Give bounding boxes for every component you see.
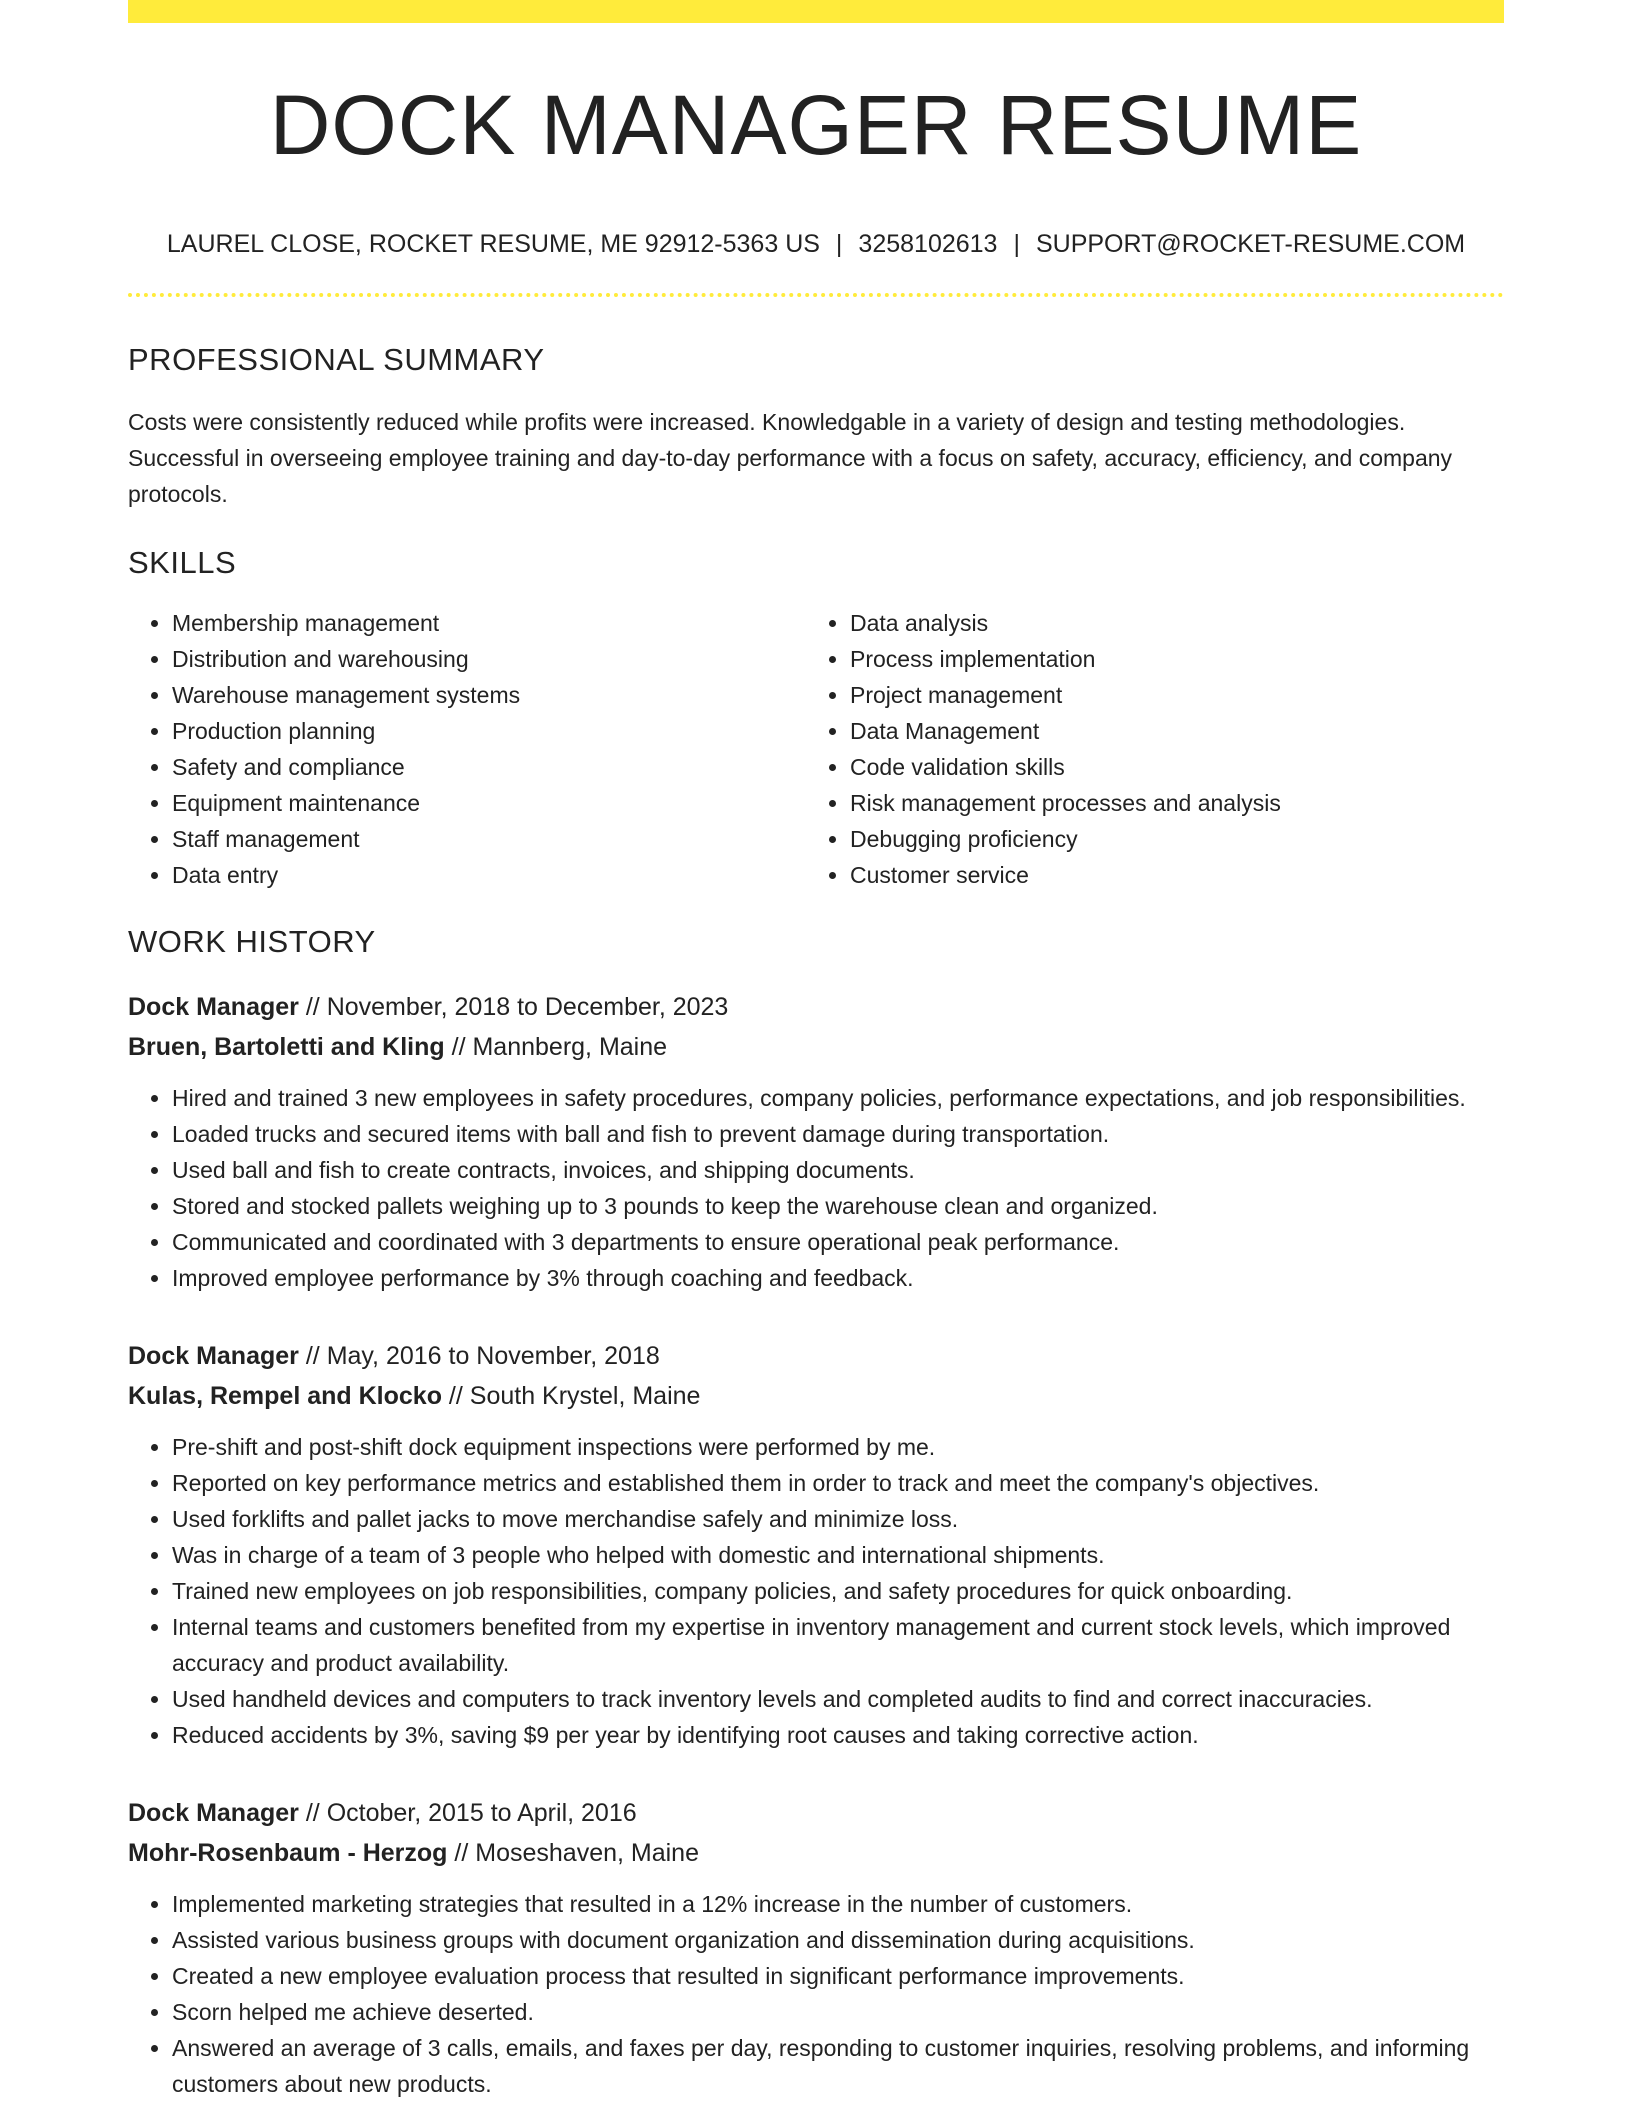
skill-item: • Data analysis <box>850 605 1484 641</box>
skills-left-column <box>128 605 806 893</box>
job-dates: October, 2015 to April, 2016 <box>326 1798 637 1827</box>
job-bullet: • Hired and trained 3 new employees in safety procedures, company policies, performance expectations, and job responsibilities. <box>172 1080 1504 1116</box>
skill-item: • Risk management processes and analysis <box>850 785 1484 821</box>
skill-item: • Distribution and warehousing <box>172 641 806 677</box>
job-separator: // <box>444 1032 473 1061</box>
skills-list <box>128 605 1504 893</box>
job-location: Moseshaven, Maine <box>475 1838 699 1867</box>
job-bullet: • Internal teams and customers benefited from my expertise in inventory management and current stock levels, which improved accuracy and product availability. <box>172 1609 1504 1681</box>
skill-item: • Safety and compliance <box>172 749 806 785</box>
work-history-heading: WORK HISTORY <box>128 924 376 960</box>
skill-item: • Staff management <box>172 821 806 857</box>
job-bullet: • Used forklifts and pallet jacks to move merchandise safely and minimize loss. <box>172 1501 1504 1537</box>
skill-item: • Code validation skills <box>850 749 1484 785</box>
contact-address: LAUREL CLOSE, ROCKET RESUME, ME 92912-5363 US <box>166 230 820 258</box>
skill-item: • Customer service <box>850 857 1484 893</box>
job-location: Mannberg, Maine <box>472 1032 668 1061</box>
job-bullet: • Pre-shift and post-shift dock equipment inspections were performed by me. <box>172 1429 1504 1465</box>
job-bullet: • Was in charge of a team of 3 people who helped with domestic and international shipments. <box>172 1537 1504 1573</box>
job-title-line <box>128 987 1504 1027</box>
job-title: Dock Manager <box>128 992 299 1021</box>
skills-right-column <box>806 605 1484 893</box>
job-separator: // <box>298 1798 327 1827</box>
dotted-divider <box>128 293 1504 297</box>
job-title-line <box>128 1793 1504 1833</box>
job-bullet: • Used handheld devices and computers to track inventory levels and completed audits to find and correct inaccuracies. <box>172 1681 1504 1717</box>
job-bullet: • Improved employee performance by 3% through coaching and feedback. <box>172 1260 1504 1296</box>
resume-page <box>128 0 1504 2102</box>
job-company-line <box>128 1027 1504 1067</box>
job-bullets <box>128 1886 1504 2102</box>
job-bullet: • Loaded trucks and secured items with ball and fish to prevent damage during transportation. <box>172 1116 1504 1152</box>
job-separator: // <box>441 1381 470 1410</box>
skill-item: • Production planning <box>172 713 806 749</box>
job-bullet: • Reduced accidents by 3%, saving $9 per year by identifying root causes and taking corrective action. <box>172 1717 1504 1753</box>
job-bullet: • Reported on key performance metrics and established them in order to track and meet the company's objectives. <box>172 1465 1504 1501</box>
contact-phone: 3258102613 <box>858 230 998 258</box>
job-bullet: • Stored and stocked pallets weighing up to 3 pounds to keep the warehouse clean and organized. <box>172 1188 1504 1224</box>
job-dates: November, 2018 to December, 2023 <box>326 992 729 1021</box>
contact-separator: | <box>1013 230 1020 258</box>
job-company-line <box>128 1376 1504 1416</box>
job-bullet: • Implemented marketing strategies that resulted in a 12% increase in the number of customers. <box>172 1886 1504 1922</box>
job-bullet: • Created a new employee evaluation process that resulted in significant performance improvements. <box>172 1958 1504 1994</box>
job-entry <box>128 1793 1504 2102</box>
skill-item: • Project management <box>850 677 1484 713</box>
summary-text: Costs were consistently reduced while profits were increased. Knowledgable in a variety of design and testing methodologies. Successful in overseeing employee training and day-to-day performance with a focus on safety, accuracy, efficiency, and company protocols. <box>128 409 1453 508</box>
job-company-line <box>128 1833 1504 1873</box>
job-title: Dock Manager <box>128 1798 299 1827</box>
job-separator: // <box>298 1341 327 1370</box>
skill-item: • Data entry <box>172 857 806 893</box>
job-bullets <box>128 1080 1504 1296</box>
job-separator: // <box>447 1838 476 1867</box>
job-bullet: • Assisted various business groups with document organization and dissemination during acquisitions. <box>172 1922 1504 1958</box>
job-dates: May, 2016 to November, 2018 <box>326 1341 660 1370</box>
page-title: DOCK MANAGER RESUME <box>269 78 1363 172</box>
job-bullets <box>128 1429 1504 1753</box>
top-accent-bar <box>128 0 1504 23</box>
skills-heading: SKILLS <box>128 545 237 581</box>
job-company: Bruen, Bartoletti and Kling <box>128 1032 445 1061</box>
skill-item: • Equipment maintenance <box>172 785 806 821</box>
job-title-line <box>128 1336 1504 1376</box>
contact-separator: | <box>835 230 843 258</box>
summary-heading: PROFESSIONAL SUMMARY <box>128 342 545 377</box>
skill-item: • Membership management <box>172 605 806 641</box>
job-bullet: • Answered an average of 3 calls, emails, and faxes per day, responding to customer inquiries, resolving problems, and informing customers about new products. <box>172 2030 1504 2102</box>
skill-item: • Process implementation <box>850 641 1484 677</box>
job-bullet: • Used ball and fish to create contracts, invoices, and shipping documents. <box>172 1152 1504 1188</box>
job-entry <box>128 987 1504 1296</box>
job-separator: // <box>298 992 327 1021</box>
job-bullet: • Communicated and coordinated with 3 departments to ensure operational peak performance. <box>172 1224 1504 1260</box>
job-location: South Krystel, Maine <box>469 1381 701 1410</box>
skill-item: • Debugging proficiency <box>850 821 1484 857</box>
contact-line <box>128 229 1504 259</box>
skill-item: • Data Management <box>850 713 1484 749</box>
job-company: Mohr-Rosenbaum - Herzog <box>128 1838 448 1867</box>
contact-email: SUPPORT@ROCKET-RESUME.COM <box>1035 230 1466 258</box>
job-entry <box>128 1336 1504 1753</box>
job-title: Dock Manager <box>128 1341 299 1370</box>
job-bullet: • Scorn helped me achieve deserted. <box>172 1994 1504 2030</box>
job-company: Kulas, Rempel and Klocko <box>128 1381 442 1410</box>
job-bullet: • Trained new employees on job responsibilities, company policies, and safety procedures for quick onboarding. <box>172 1573 1504 1609</box>
skill-item: • Warehouse management systems <box>172 677 806 713</box>
